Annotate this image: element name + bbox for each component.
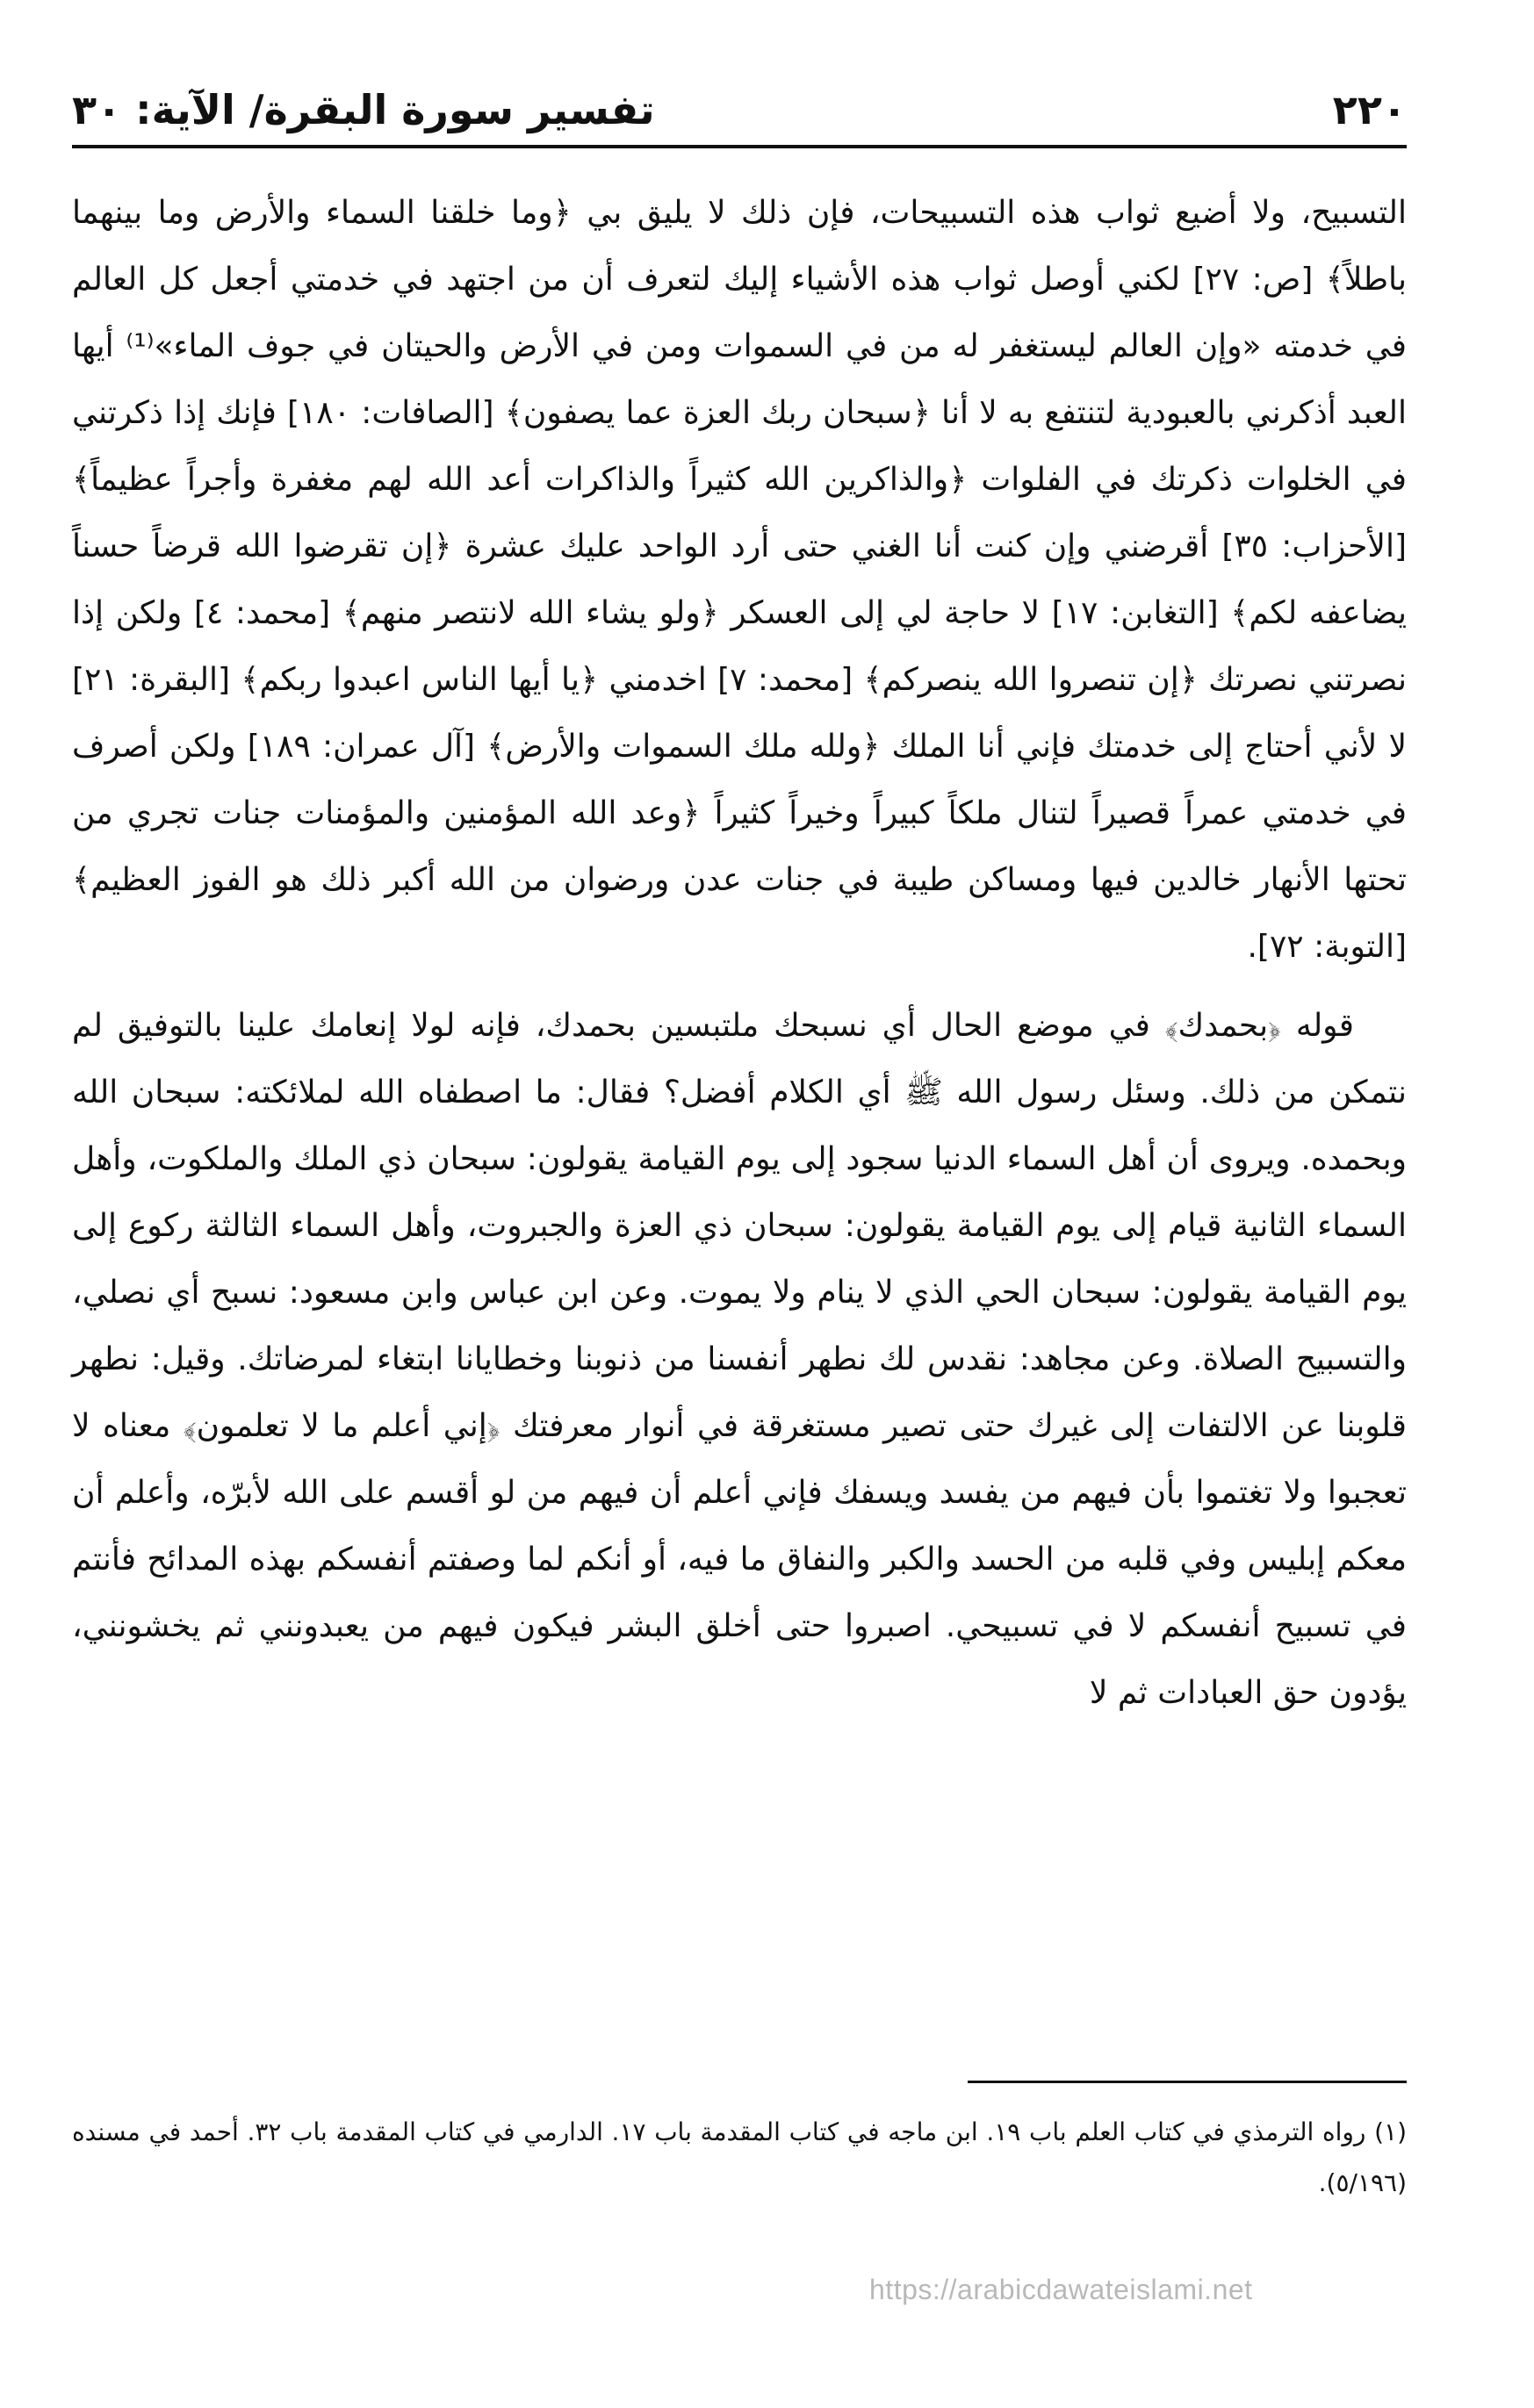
- paragraph-2: قوله ﴿بحمدك﴾ في موضع الحال أي نسبحك ملتبسين بحمدك، فإنه لولا إنعامك علينا بالتوفيق لم نتمكن من ذلك. وسئل رسول الله ﷺ أي الكلام أفضل؟ فقال: ما اصطفاه الله لملائكته: سبحان الله وبحمده. ويروى أن أهل السماء الدنيا سجود إلى يوم القيامة يقولون: سبحان ذي الملك والملكوت، وأهل السماء الثانية قيام إلى يوم القيامة يقولون: سبحان ذي العزة والجبروت، وأهل السماء الثالثة ركوع إلى يوم القيامة يقولون: سبحان الحي الذي لا ينام ولا يموت. وعن ابن عباس وابن مسعود: نسبح أي نصلي، والتسبيح الصلاة. وعن مجاهد: نقدس لك نطهر أنفسنا من ذنوبنا وخطايانا ابتغاء لمرضاتك. وقيل: نطهر قلوبنا عن الالتفات إلى غيرك حتى تصير مستغرقة في أنوار معرفتك ﴿إني أعلم ما لا تعلمون﴾ معناه لا تعجبوا ولا تغتموا بأن فيهم من يفسد ويسفك فإني أعلم أن فيهم من لو أقسم على الله لأبرّه، وأعلم أن معكم إبليس وفي قلبه من الحسد والكبر والنفاق ما فيه، أو أنكم لما وصفتم أنفسكم بهذه المدائح فأنتم في تسبيح أنفسكم لا في تسبيحي. اصبروا حتى أخلق البشر فيكون فيهم من يعبدونني ثم يخشونني، يؤدون حق العبادات ثم لا: [72, 1008, 1407, 1711]
- page-number: ٢٢٠: [1332, 86, 1407, 133]
- header-rule: [72, 145, 1407, 148]
- footnote-1: (١) رواه الترمذي في كتاب العلم باب ١٩. ابن ماجه في كتاب المقدمة باب ١٧. الدارمي في كتاب المقدمة باب ٣٢. أحمد في مسنده (٥/١٩٦).: [72, 2117, 1408, 2197]
- paragraph-1: التسبيح، ولا أضيع ثواب هذه التسبيحات، فإن ذلك لا يليق بي ﴿وما خلقنا السماء والأرض وما بينهما باطلاً﴾ [ص: ٢٧] لكني أوصل ثواب هذه الأشياء إليك لتعرف أن من اجتهد في خدمتي أجعل كل العالم في خدمته «وإن العالم ليستغفر له من في السموات ومن في الأرض والحيتان في جوف الماء»⁽¹⁾ أيها العبد أذكرني بالعبودية لتنتفع به لا أنا ﴿سبحان ربك العزة عما يصفون﴾ [الصافات: ١٨٠] فإنك إذا ذكرتني في الخلوات ذكرتك في الفلوات ﴿والذاكرين الله كثيراً والذاكرات أعد الله لهم مغفرة وأجراً عظيماً﴾ [الأحزاب: ٣٥] أقرضني وإن كنت أنا الغني حتى أرد الواحد عليك عشرة ﴿إن تقرضوا الله قرضاً حسناً يضاعفه لكم﴾ [التغابن: ١٧] لا حاجة لي إلى العسكر ﴿ولو يشاء الله لانتصر منهم﴾ [محمد: ٤] ولكن إذا نصرتني نصرتك ﴿إن تنصروا الله ينصركم﴾ [محمد: ٧] اخدمني ﴿يا أيها الناس اعبدوا ربكم﴾ [البقرة: ٢١] لا لأني أحتاج إلى خدمتك فإني أنا الملك ﴿ولله ملك السموات والأرض﴾ [آل عمران: ١٨٩] ولكن أصرف في خدمتي عمراً قصيراً لتنال ملكاً كبيراً وخيراً كثيراً ﴿وعد الله المؤمنين والمؤمنات جنات تجري من تحتها الأنهار خالدين فيها ومساكن طيبة في جنات عدن ورضوان من الله أكبر ذلك هو الفوز العظيم﴾ [التوبة: ٧٢].: [72, 195, 1407, 965]
- footnote-rule: [968, 2081, 1407, 2083]
- watermark-url: https://arabicdawateislami.net: [869, 2274, 1253, 2305]
- footnotes: [72, 2107, 1407, 2209]
- main-text: [72, 180, 1407, 1727]
- running-title: تفسير سورة البقرة/ الآية: ٣٠: [72, 86, 655, 133]
- page-header: [72, 79, 1407, 140]
